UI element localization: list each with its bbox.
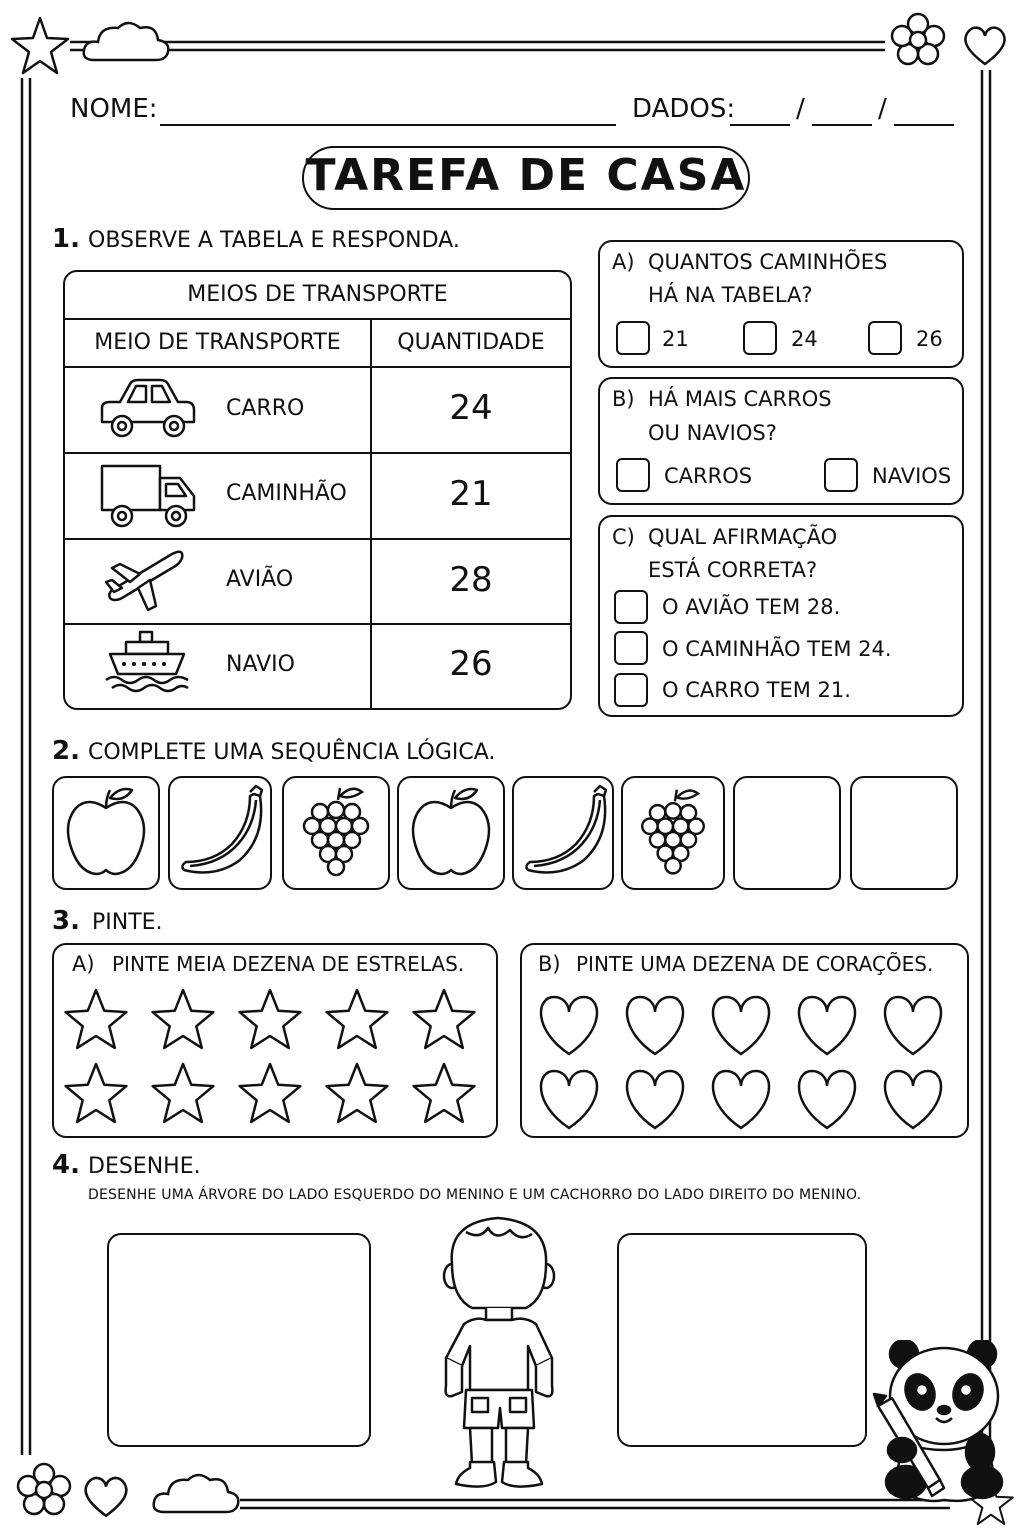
option-letter: B) xyxy=(612,387,635,411)
heart-corner-icon xyxy=(960,22,1010,68)
table-divider xyxy=(65,623,570,625)
ship-icon xyxy=(102,628,192,694)
car-icon xyxy=(96,376,198,440)
table-row-label: AVIÃO xyxy=(226,567,294,592)
table-divider xyxy=(65,538,570,540)
answer-checkbox[interactable] xyxy=(824,458,858,492)
answer-option: O CARRO TEM 21. xyxy=(662,678,851,702)
name-label: NOME: xyxy=(70,94,158,124)
table-caption: MEIOS DE TRANSPORTE xyxy=(187,282,448,307)
option-letter: B) xyxy=(538,952,561,976)
star-corner-icon xyxy=(8,14,72,78)
table-divider xyxy=(65,366,570,368)
sequence-blank-card[interactable] xyxy=(733,776,841,890)
sequence-card-grapes xyxy=(621,776,725,890)
heart-icon[interactable] xyxy=(541,997,597,1054)
apple-icon xyxy=(399,778,503,888)
table-header-quantity: QUANTIDADE xyxy=(397,330,545,355)
question-detail: DESENHE UMA ÁRVORE DO LADO ESQUERDO DO MENINO E UM CACHORRO DO LADO DIREITO DO MENINO. xyxy=(88,1187,862,1203)
sequence-card-apple xyxy=(397,776,505,890)
drawing-area-left[interactable] xyxy=(107,1233,371,1447)
answer-option: NAVIOS xyxy=(872,464,952,488)
question-text: ESTÁ CORRETA? xyxy=(648,558,818,582)
answer-checkbox[interactable] xyxy=(614,631,648,665)
heart-icon[interactable] xyxy=(627,997,683,1054)
answer-option: 24 xyxy=(791,327,818,351)
question-text: OU NAVIOS? xyxy=(648,421,777,445)
heart-icon[interactable] xyxy=(885,997,941,1054)
question-text: HÁ NA TABELA? xyxy=(648,283,813,307)
heart-icon[interactable] xyxy=(885,1071,941,1128)
answer-checkbox[interactable] xyxy=(743,321,777,355)
question-number: 2. xyxy=(52,736,80,766)
date-month-line[interactable] xyxy=(812,124,872,126)
table-row-label: CARRO xyxy=(226,396,305,421)
question-instruction: COMPLETE UMA SEQUÊNCIA LÓGICA. xyxy=(88,740,496,765)
table-row-label: NAVIO xyxy=(226,652,295,677)
table-divider xyxy=(65,452,570,454)
answer-option: O CAMINHÃO TEM 24. xyxy=(662,637,892,661)
heart-icon[interactable] xyxy=(799,997,855,1054)
grapes-icon xyxy=(284,778,388,888)
answer-option: 21 xyxy=(662,327,689,351)
star-icon[interactable] xyxy=(414,1064,475,1122)
question-text: HÁ MAIS CARROS xyxy=(648,387,832,411)
answer-option: CARROS xyxy=(664,464,753,488)
date-day-line[interactable] xyxy=(730,124,790,126)
question-instruction: OBSERVE A TABELA E RESPONDA. xyxy=(88,228,460,253)
hearts-grid xyxy=(520,980,969,1130)
star-icon[interactable] xyxy=(66,990,127,1048)
stars-grid xyxy=(52,980,498,1130)
page-title: TAREFA DE CASA xyxy=(305,150,747,201)
star-icon[interactable] xyxy=(327,990,388,1048)
table-row-quantity: 24 xyxy=(449,388,493,428)
airplane-icon xyxy=(102,546,188,614)
panda-pencil-illustration xyxy=(872,1340,1012,1506)
answer-checkbox[interactable] xyxy=(616,458,650,492)
truck-icon xyxy=(98,462,200,530)
sequence-card-banana xyxy=(168,776,272,890)
apple-icon xyxy=(54,778,158,888)
cloud-icon xyxy=(80,18,172,68)
answer-checkbox[interactable] xyxy=(614,673,648,707)
heart-icon[interactable] xyxy=(799,1071,855,1128)
sequence-card-banana xyxy=(512,776,614,890)
flower-icon xyxy=(890,12,946,68)
date-separator: / xyxy=(796,94,805,124)
date-separator: / xyxy=(878,94,887,124)
star-icon[interactable] xyxy=(414,990,475,1048)
table-row-quantity: 28 xyxy=(449,560,493,600)
answer-checkbox[interactable] xyxy=(616,321,650,355)
sequence-blank-card[interactable] xyxy=(850,776,958,890)
star-icon[interactable] xyxy=(240,990,301,1048)
name-line[interactable] xyxy=(160,124,616,126)
star-icon[interactable] xyxy=(153,1064,214,1122)
banana-icon xyxy=(170,778,270,888)
answer-option: O AVIÃO TEM 28. xyxy=(662,595,841,619)
question-text: QUANTOS CAMINHÕES xyxy=(648,250,888,274)
table-row-quantity: 26 xyxy=(449,644,493,684)
option-letter: A) xyxy=(72,952,95,976)
date-label: DADOS: xyxy=(632,94,736,124)
option-letter: A) xyxy=(612,250,635,274)
table-header-transport: MEIO DE TRANSPORTE xyxy=(94,330,341,355)
table-row-quantity: 21 xyxy=(449,474,493,514)
grapes-icon xyxy=(623,778,723,888)
star-icon[interactable] xyxy=(327,1064,388,1122)
answer-checkbox[interactable] xyxy=(868,321,902,355)
star-icon[interactable] xyxy=(240,1064,301,1122)
heart-icon[interactable] xyxy=(627,1071,683,1128)
star-icon[interactable] xyxy=(153,990,214,1048)
question-number: 4. xyxy=(52,1150,80,1180)
answer-option: 26 xyxy=(916,327,943,351)
answer-checkbox[interactable] xyxy=(614,590,648,624)
boy-illustration xyxy=(436,1212,562,1496)
heart-icon[interactable] xyxy=(713,997,769,1054)
question-text: PINTE UMA DEZENA DE CORAÇÕES. xyxy=(576,952,934,976)
heart-icon[interactable] xyxy=(541,1071,597,1128)
question-text: PINTE MEIA DEZENA DE ESTRELAS. xyxy=(112,952,465,976)
table-divider xyxy=(65,318,570,320)
question-instruction: PINTE. xyxy=(92,910,163,935)
sequence-card-grapes xyxy=(282,776,390,890)
question-instruction: DESENHE. xyxy=(88,1154,201,1179)
star-icon[interactable] xyxy=(66,1064,127,1122)
flower-icon xyxy=(16,1462,72,1518)
banana-icon xyxy=(514,778,614,888)
sequence-card-apple xyxy=(52,776,160,890)
question-number: 1. xyxy=(52,224,80,254)
drawing-area-right[interactable] xyxy=(617,1233,867,1447)
question-number: 3. xyxy=(52,906,80,936)
option-letter: C) xyxy=(612,525,635,549)
cloud-icon xyxy=(150,1470,242,1520)
heart-corner-icon xyxy=(80,1472,132,1520)
table-row-label: CAMINHÃO xyxy=(226,481,347,506)
heart-icon[interactable] xyxy=(713,1071,769,1128)
question-text: QUAL AFIRMAÇÃO xyxy=(648,525,838,549)
date-year-line[interactable] xyxy=(894,124,954,126)
